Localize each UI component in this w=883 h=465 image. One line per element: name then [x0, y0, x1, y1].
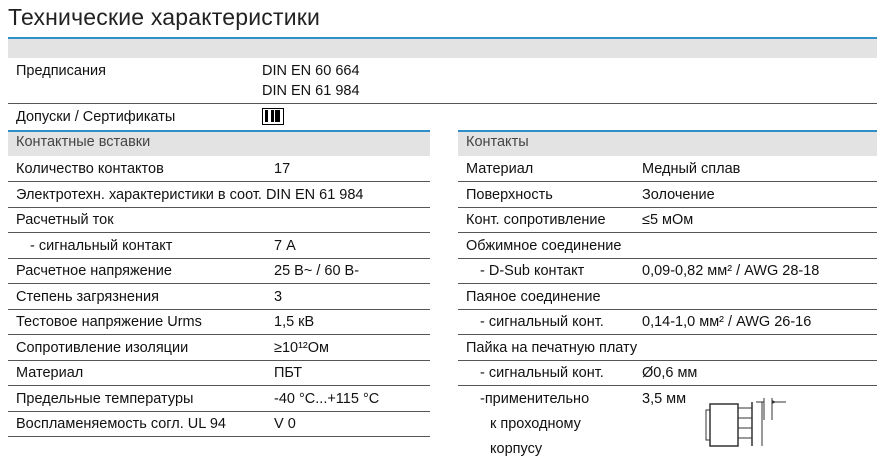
pcb-passthrough-value: 3,5 мм — [642, 391, 687, 407]
left-row-label: Сопротивление изоляции — [16, 339, 189, 356]
page-title: Технические характеристики — [8, 4, 321, 30]
row-divider — [458, 385, 877, 386]
certificate-mark-icon — [262, 108, 284, 125]
row-divider — [8, 258, 430, 259]
row-divider — [458, 258, 877, 259]
row-divider — [8, 207, 430, 208]
left-row-value: 3 — [274, 288, 283, 305]
right-row-label: - D-Sub контакт — [480, 263, 585, 279]
left-row-label: Электротехн. характеристики в соот. DIN EN 61 984 — [16, 186, 364, 203]
right-row-label: Обжимное соединение — [466, 237, 622, 254]
left-row-label: Расчетный ток — [16, 212, 114, 228]
regulations-value-2: DIN EN 61 984 — [262, 83, 360, 99]
left-row-label: Количество контактов — [16, 161, 164, 177]
left-row-label: Тестовое напряжение Urms — [16, 314, 202, 330]
row-divider — [458, 309, 877, 310]
left-row-value: 7 А — [274, 237, 296, 254]
right-row-value: Медный сплав — [642, 161, 741, 177]
row-divider — [8, 309, 430, 310]
row-divider — [8, 436, 430, 437]
connector-drawing-icon — [700, 390, 790, 460]
row-divider — [8, 411, 430, 412]
right-row-label: - сигнальный конт. — [480, 365, 604, 381]
header-band — [8, 37, 877, 58]
row-divider — [8, 232, 430, 233]
right-row-label: Поверхность — [466, 186, 553, 203]
right-row-value: 0,09-0,82 мм² / AWG 28-18 — [642, 263, 820, 279]
approvals-label: Допуски / Сертификаты — [16, 109, 176, 125]
left-row-value: ≥10¹²Ом — [274, 339, 329, 356]
row-divider — [458, 232, 877, 233]
left-row-label: Материал — [16, 365, 84, 381]
right-row-label: Конт. сопротивление — [466, 212, 606, 228]
row-divider — [458, 283, 877, 284]
regulations-value-1: DIN EN 60 664 — [262, 63, 360, 79]
pcb-passthrough-label-3: корпусу — [490, 441, 543, 457]
pcb-passthrough-label-1: -применительно — [480, 391, 590, 407]
right-row-label: Материал — [466, 161, 534, 177]
contact-inserts-header: Контактные вставки — [16, 134, 151, 150]
row-divider — [8, 334, 430, 335]
row-divider — [458, 207, 877, 208]
left-row-value: ПБТ — [274, 365, 303, 381]
regulations-label: Предписания — [16, 63, 106, 79]
row-divider — [8, 283, 430, 284]
left-row-value: 25 В~ / 60 В- — [274, 263, 360, 279]
left-row-value: 17 — [274, 161, 291, 177]
row-divider — [458, 181, 877, 182]
right-row-value: Ø0,6 мм — [642, 365, 698, 381]
left-row-label: Воспламеняемость согл. UL 94 — [16, 416, 226, 432]
left-row-value: 1,5 кВ — [274, 314, 315, 330]
left-row-label: - сигнальный контакт — [30, 237, 173, 254]
right-row-label: Пайка на печатную плату — [466, 339, 638, 356]
pcb-passthrough-label-2: к проходному — [490, 416, 581, 432]
right-row-label: Паяное соединение — [466, 288, 601, 305]
right-row-label: - сигнальный конт. — [480, 314, 604, 330]
row-divider — [458, 334, 877, 335]
left-row-label: Расчетное напряжение — [16, 263, 172, 279]
left-row-label: Предельные температуры — [16, 390, 194, 407]
left-row-label: Степень загрязнения — [16, 288, 159, 305]
right-row-value: 0,14-1,0 мм² / AWG 26-16 — [642, 314, 812, 330]
row-divider — [8, 181, 430, 182]
row-divider — [458, 360, 877, 361]
contacts-header: Контакты — [466, 134, 529, 150]
right-row-value: Золочение — [642, 186, 715, 203]
right-row-value: ≤5 мОм — [642, 212, 694, 228]
row-divider — [8, 385, 430, 386]
row-divider — [8, 360, 430, 361]
left-row-value: V 0 — [274, 416, 296, 432]
left-row-value: -40 °C...+115 °C — [274, 390, 380, 407]
